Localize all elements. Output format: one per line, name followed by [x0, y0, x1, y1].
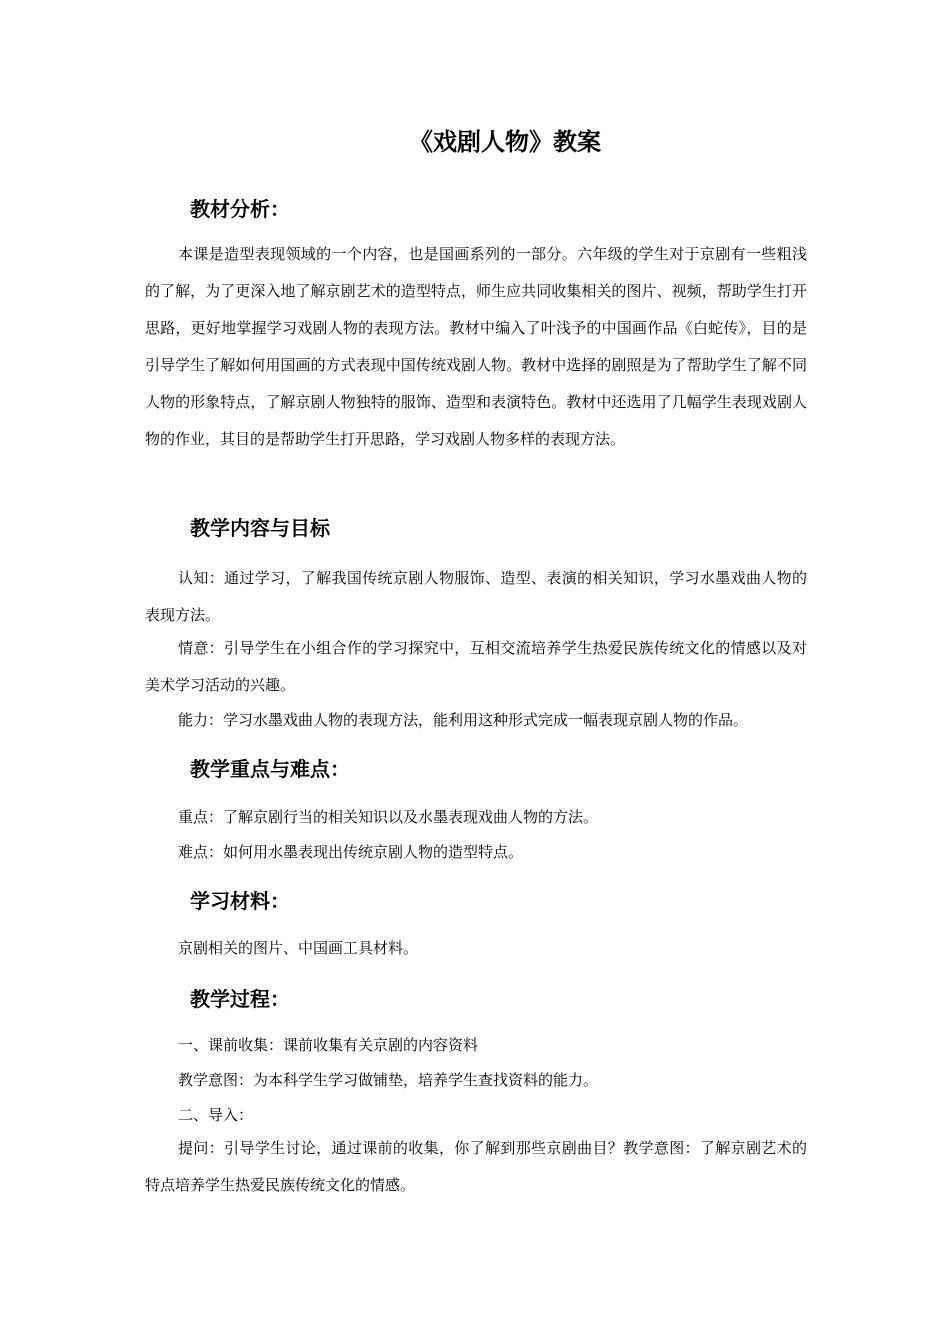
line-materials: 京剧相关的图片、中国画工具材料。 — [178, 939, 419, 957]
line-step-two: 二、导入： — [178, 1106, 254, 1124]
line-teaching-intent: 教学意图：为本科学生学习做铺垫，培养学生查找资料的能力。 — [178, 1071, 599, 1089]
paragraph-cognition: 认知：通过学习，了解我国传统京剧人物服饰、造型、表演的相关知识，学习水墨戏曲人物的表现方法。 — [145, 569, 807, 624]
heading-teaching-process: 教学过程： — [190, 987, 290, 1011]
paragraph-question: 提问：引导学生讨论，通过课前的收集，你了解到那些京剧曲目？教学意图：了解京剧艺术的特点培养学生热爱民族传统文化的情感。 — [145, 1139, 807, 1194]
paragraph-ability: 能力：学习水墨戏曲人物的表现方法，能利用这种形式完成一幅表现京剧人物的作品。 — [178, 711, 749, 729]
heading-content-goals: 教学内容与目标 — [190, 516, 330, 540]
document-title: 《戏剧人物》教案 — [409, 128, 601, 156]
heading-materials: 学习材料： — [190, 889, 290, 913]
line-step-one: 一、课前收集：课前收集有关京剧的内容资料 — [178, 1036, 479, 1054]
heading-key-difficult-points: 教学重点与难点： — [190, 757, 350, 781]
heading-textbook-analysis: 教材分析： — [190, 197, 290, 221]
paragraph-textbook-analysis: 本课是造型表现领域的一个内容，也是国画系列的一部分。六年级的学生对于京剧有一些粗浅的了解，为了更深入地了解京剧艺术的造型特点，师生应共同收集相关的图片、视频，帮助学生打开思路，更好地掌握学习戏剧人物的表现方法。教材中编入了叶浅予的中国画作品《白蛇传》，目的是引导学生了解如何用国画的方式表现中国传统戏剧人物。教材中选择的剧照是为了帮助学生了解不同人物的形象特点，了解京剧人物独特的服饰、造型和表演特色。教材中还选用了几幅学生表现戏剧人物的作业，其目的是帮助学生打开思路，学习戏剧人物多样的表现方法。 — [145, 245, 807, 448]
line-key-point: 重点：了解京剧行当的相关知识以及水墨表现戏曲人物的方法。 — [178, 808, 599, 826]
line-difficult-point: 难点：如何用水墨表现出传统京剧人物的造型特点。 — [178, 843, 524, 861]
paragraph-emotion: 情意：引导学生在小组合作的学习探究中，互相交流培养学生热爱民族传统文化的情感以及对美术学习活动的兴趣。 — [145, 639, 807, 694]
